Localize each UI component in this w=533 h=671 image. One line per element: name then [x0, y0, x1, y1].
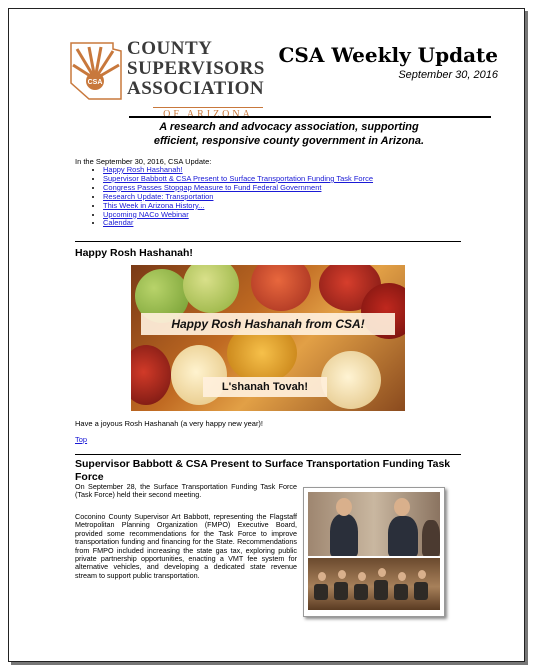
presenter-figure [422, 520, 440, 556]
csa-logo[interactable] [67, 35, 267, 125]
logo-word-county: COUNTY [127, 38, 213, 59]
attendee-head [398, 572, 406, 581]
pomegranate-shape [251, 265, 311, 311]
apple-slice-shape [321, 351, 381, 409]
tagline [79, 120, 499, 148]
meeting-room-photo [308, 558, 440, 610]
task-force-paragraph-1: On September 28, the Surface Transportation Funding Task Force (Task Force) held their second meeting. [75, 482, 297, 500]
toc-link-calendar[interactable]: Calendar [103, 218, 134, 228]
seat-shape [414, 582, 428, 600]
section-title-task-force: Supervisor Babbott & CSA Present to Surface Transportation Funding Task Force [75, 458, 451, 483]
presenter-figure [388, 516, 418, 556]
toc-link-stopgap-measure[interactable]: Congress Passes Stopgap Measure to Fund Federal Government [103, 182, 322, 192]
tagline-line-1: A research and advocacy association, supporting [159, 121, 419, 133]
seat-shape [334, 582, 348, 600]
toc-link-arizona-history[interactable]: This Week in Arizona History... [103, 200, 205, 210]
toc-link-rosh-hashanah[interactable]: Happy Rosh Hashanah! [103, 165, 183, 174]
attendee-head [338, 570, 346, 579]
logo-word-of-arizona: OF ARIZONA [163, 109, 253, 120]
presenters-photo [308, 492, 440, 556]
attendee-head [318, 572, 326, 581]
attendee-head [418, 570, 426, 579]
hero-subbanner-text: L'shanah Tovah! [203, 377, 327, 397]
toc-link-babbott-task-force[interactable]: Supervisor Babbott & CSA Present to Surface Transportation Funding Task Force [103, 173, 374, 183]
pomegranate-shape [131, 345, 171, 405]
rosh-hashanah-image [131, 265, 405, 411]
top-link[interactable]: Top [75, 435, 88, 444]
tagline-line-2: efficient, responsive county government in Arizona. [153, 135, 425, 147]
logo-divider [153, 107, 263, 108]
presenter-head [336, 498, 352, 516]
emblem-label: CSA [87, 79, 103, 86]
logo-word-supervisors: SUPERVISORS [127, 58, 265, 79]
masthead-date: September 30, 2016 [398, 69, 498, 81]
seat-shape [394, 584, 408, 600]
header-divider [129, 116, 491, 118]
masthead-title: CSA Weekly Update [278, 43, 498, 67]
toc-item [103, 211, 373, 220]
seat-shape [314, 584, 328, 600]
toc-item [103, 219, 373, 228]
arizona-sunburst-logo-icon [67, 39, 125, 103]
task-force-paragraph-2: Coconino County Supervisor Art Babbott, representing the Flagstaff Metropolitan Planning Organization (FMPO) Executive Board, provided some recommendations for the Task Force to improve transportation funding and financing for the State. Recommendations from FMPO included increasing the state gas tax, exploring public private partnership opportunities, enacting a VMT fee system for alternative vehicles, and developing a dedicated state revenue stream to support public transportation. [75, 512, 297, 580]
attendee-head [378, 568, 386, 577]
toc-link-naco-webinar[interactable]: Upcoming NACo Webinar [103, 209, 189, 219]
section-divider [75, 241, 461, 242]
attendee-head [358, 572, 366, 581]
presenter-figure [330, 514, 358, 556]
toc-link-research-update[interactable]: Research Update: Transportation [103, 191, 214, 201]
apple-shape [183, 265, 239, 313]
task-force-meeting-photo [303, 487, 445, 617]
presenter-head [394, 498, 410, 516]
toc-list [91, 166, 373, 228]
seat-shape [374, 580, 388, 600]
toc-intro: In the September 30, 2016, CSA Update: [75, 157, 212, 166]
newsletter-page [8, 8, 525, 662]
hero-banner-text: Happy Rosh Hashanah from CSA! [141, 313, 395, 335]
seat-shape [354, 584, 368, 600]
section-divider [75, 454, 461, 455]
section-title-rosh-hashanah: Happy Rosh Hashanah! [75, 247, 193, 259]
rosh-hashanah-paragraph: Have a joyous Rosh Hashanah (a very happy new year)! [75, 419, 264, 428]
logo-word-association: ASSOCIATION [127, 78, 265, 99]
